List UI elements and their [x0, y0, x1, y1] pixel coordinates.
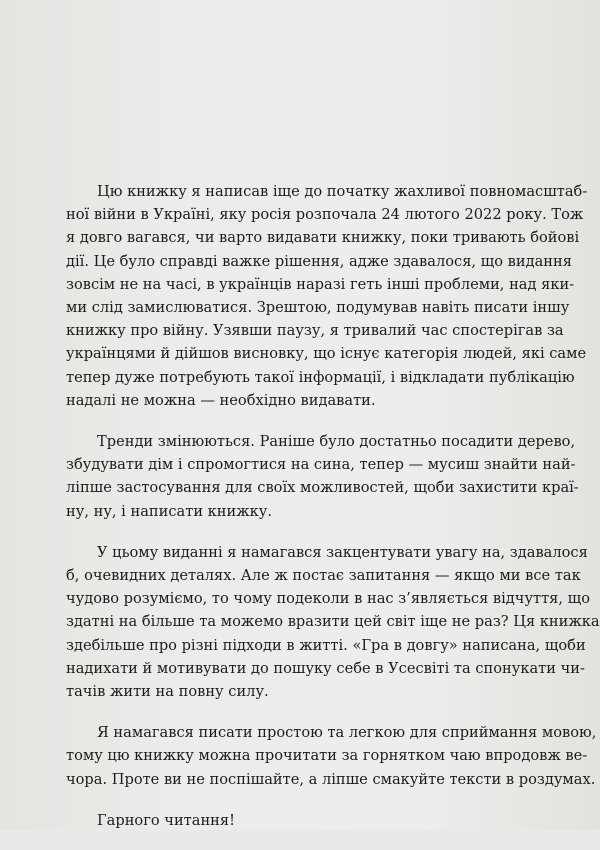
text-line: я довго вагався, чи варто видавати книжку, поки тривають бойові [66, 229, 580, 247]
text-line: Я намагався писати простою та легкою для сприймання мовою, [97, 724, 597, 742]
text-line: книжку про війну. Узявши паузу, я тривалий час спостерігав за [66, 322, 564, 340]
paragraph-2 [66, 430, 579, 523]
text-line: б, очевидних деталях. Але ж постає запитання — якщо ми все так [66, 567, 581, 585]
paragraph-3 [66, 541, 600, 703]
text-line: ми слід замислюватися. Зрештою, подумував навіть писати іншу [66, 299, 570, 317]
paragraph-4 [66, 721, 597, 791]
text-line: здатні на більше та можемо вразити цей світ іще не раз? Ця книжка [66, 613, 600, 631]
text-line: Цю книжку я написав іще до початку жахливої повномасштаб- [97, 183, 588, 200]
text-line: дії. Це було справді важке рішення, адже здавалося, що видання [66, 252, 572, 270]
text-line: Тренди змінюються. Раніше було достатньо посадити дерево, [97, 433, 576, 451]
text-line: українцями й дійшов висновку, що існує категорія людей, які саме [66, 345, 587, 363]
text-line: ної війни в Україні, яку росія розпочала 24 лютого 2022 року. Тож [66, 206, 584, 224]
text-line: ну, ну, і написати книжку. [66, 502, 273, 520]
text-line: ліпше застосування для своїх можливостей, щоби захистити краї- [66, 479, 579, 497]
text-line: У цьому виданні я намагався закцентувати увагу на, здавалося [97, 543, 588, 561]
text-line: тому цю книжку можна прочитати за горнятком чаю впродовж ве- [66, 747, 588, 765]
text-line: тачів жити на повну силу. [66, 683, 269, 701]
text-line: чора. Проте ви не поспішайте, а ліпше смакуйте тексти в роздумах. [66, 770, 596, 788]
preface-text [66, 180, 600, 850]
paragraph-5 [66, 809, 540, 832]
text-line: Гарного читання! [97, 811, 235, 829]
text-line: збудувати дім і спромогтися на сина, тепер — мусиш знайти най- [66, 456, 576, 474]
text-line: чудово розуміємо, то чому подеколи в нас з’являється відчуття, що [66, 590, 591, 608]
text-line: надихати й мотивувати до пошуку себе в Усесвіті та спонукати чи- [66, 659, 585, 677]
paragraph-1 [66, 180, 588, 412]
text-line: здебільше про різні підходи в житті. «Гра в довгу» написана, щоби [66, 636, 586, 654]
text-line: зовсім не на часі, в українців наразі геть інші проблеми, над яки- [66, 275, 575, 293]
text-line: надалі не можна — необхідно видавати. [66, 391, 376, 409]
text-line: тепер дуже потребують такої інформації, і відкладати публікацію [66, 368, 575, 386]
